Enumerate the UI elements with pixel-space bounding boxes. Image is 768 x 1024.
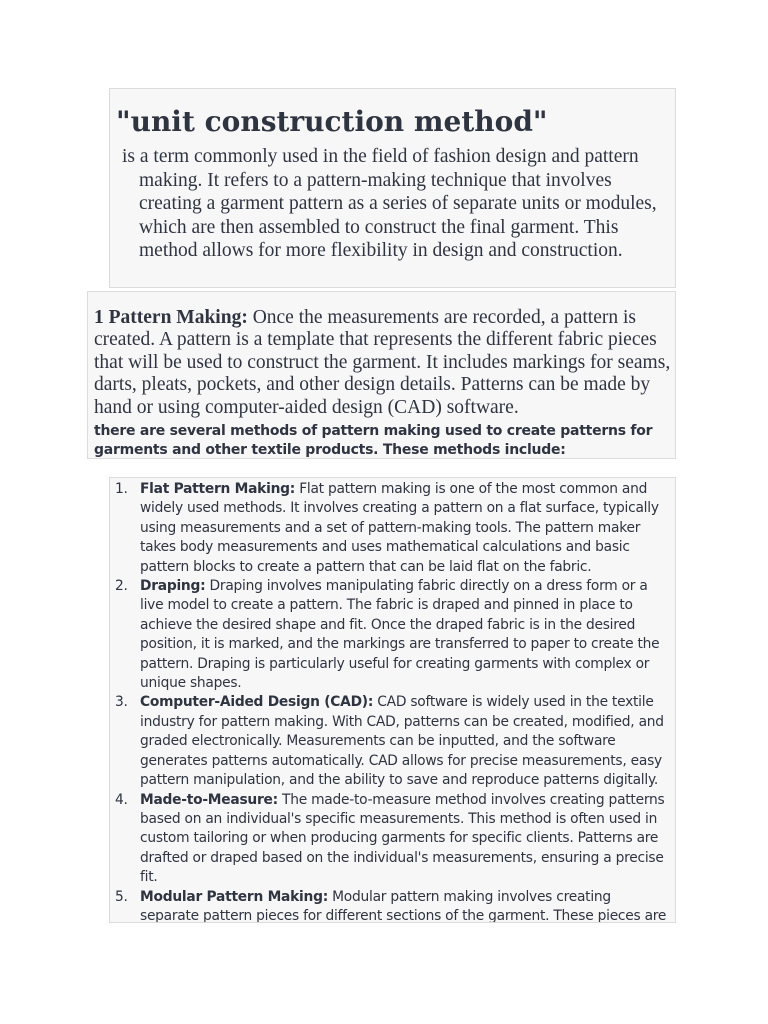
list-item-title: Computer-Aided Design (CAD): — [140, 694, 374, 711]
list-item-number: 5. — [115, 888, 128, 905]
list-item — [110, 791, 672, 888]
pattern-making-section — [87, 291, 676, 459]
list-item-title: Made-to-Measure: — [140, 791, 278, 808]
intro-section — [109, 88, 676, 288]
intro-paragraph: is a term commonly used in the field of fashion design and pattern making. It refers to a pattern-making technique that involves creating a garment pattern as a series of separate units or modules, which are then assembled to construct the final garment. This method allows for more flexibility in design and construction. — [122, 146, 657, 261]
list-item-title: Draping: — [140, 578, 206, 595]
list-item-text: CAD software is widely used in the textile industry for pattern making. With CAD, patterns can be created, modified, and graded electronically. Measurements can be inputted, and the software generates patterns automatically. CAD allows for precise measurements, easy pattern manipulation, and the ability to save and reproduce patterns digitally. — [140, 694, 664, 789]
list-item-number: 4. — [115, 791, 128, 808]
list-item-number: 2. — [115, 578, 128, 595]
methods-section — [109, 477, 676, 923]
pattern-making-body: Once the measurements are recorded, a pattern is created. A pattern is a template that represents the different fabric pieces that will be used to construct the garment. It includes markings for seams, darts, pleats, pockets, and other design details. Patterns can be made by hand or using computer-aided design (CAD) software. — [94, 307, 671, 418]
list-item-text: Draping involves manipulating fabric directly on a dress form or a live model to create a pattern. The fabric is draped and pinned in place to achieve the desired shape and fit. Once the draped fabric is in the desired position, it is marked, and the markings are transferred to paper to create the pattern. Draping is particularly useful for creating garments with complex or unique shapes. — [140, 578, 660, 692]
pattern-making-paragraph — [94, 307, 671, 419]
methods-intro-note: there are several methods of pattern making used to create patterns for garments and other textile products. These methods include: — [94, 423, 653, 459]
list-item-text: Flat pattern making is one of the most common and widely used methods. It involves creating a pattern on a flat surface, typically using measurements and a set of pattern-making tools. The pattern maker takes body measurements and uses mathematical calculations and basic pattern blocks to create a pattern that can be laid flat on the fabric. — [140, 481, 659, 575]
pattern-making-heading: 1 Pattern Making: — [94, 307, 248, 328]
list-item-title: Modular Pattern Making: — [140, 888, 328, 905]
list-item — [110, 693, 672, 790]
page-title: "unit construction method" — [116, 105, 548, 138]
list-item-number: 1. — [115, 481, 128, 497]
list-item — [110, 577, 672, 693]
methods-list — [110, 480, 672, 923]
list-item-number: 3. — [115, 694, 128, 711]
list-item-text: Modular pattern making involves creating separate pattern pieces for different sections of the garment. These pieces are — [140, 888, 667, 923]
list-item — [110, 888, 672, 923]
list-item-text: The made-to-measure method involves creating patterns based on an individual's specific measurements. This method is often used in custom tailoring or when producing garments for specific clients. Patterns are drafted or draped based on the individual's measurements, ensuring a precise fit. — [140, 791, 665, 886]
list-item-title: Flat Pattern Making: — [140, 481, 296, 497]
list-item — [110, 480, 672, 577]
